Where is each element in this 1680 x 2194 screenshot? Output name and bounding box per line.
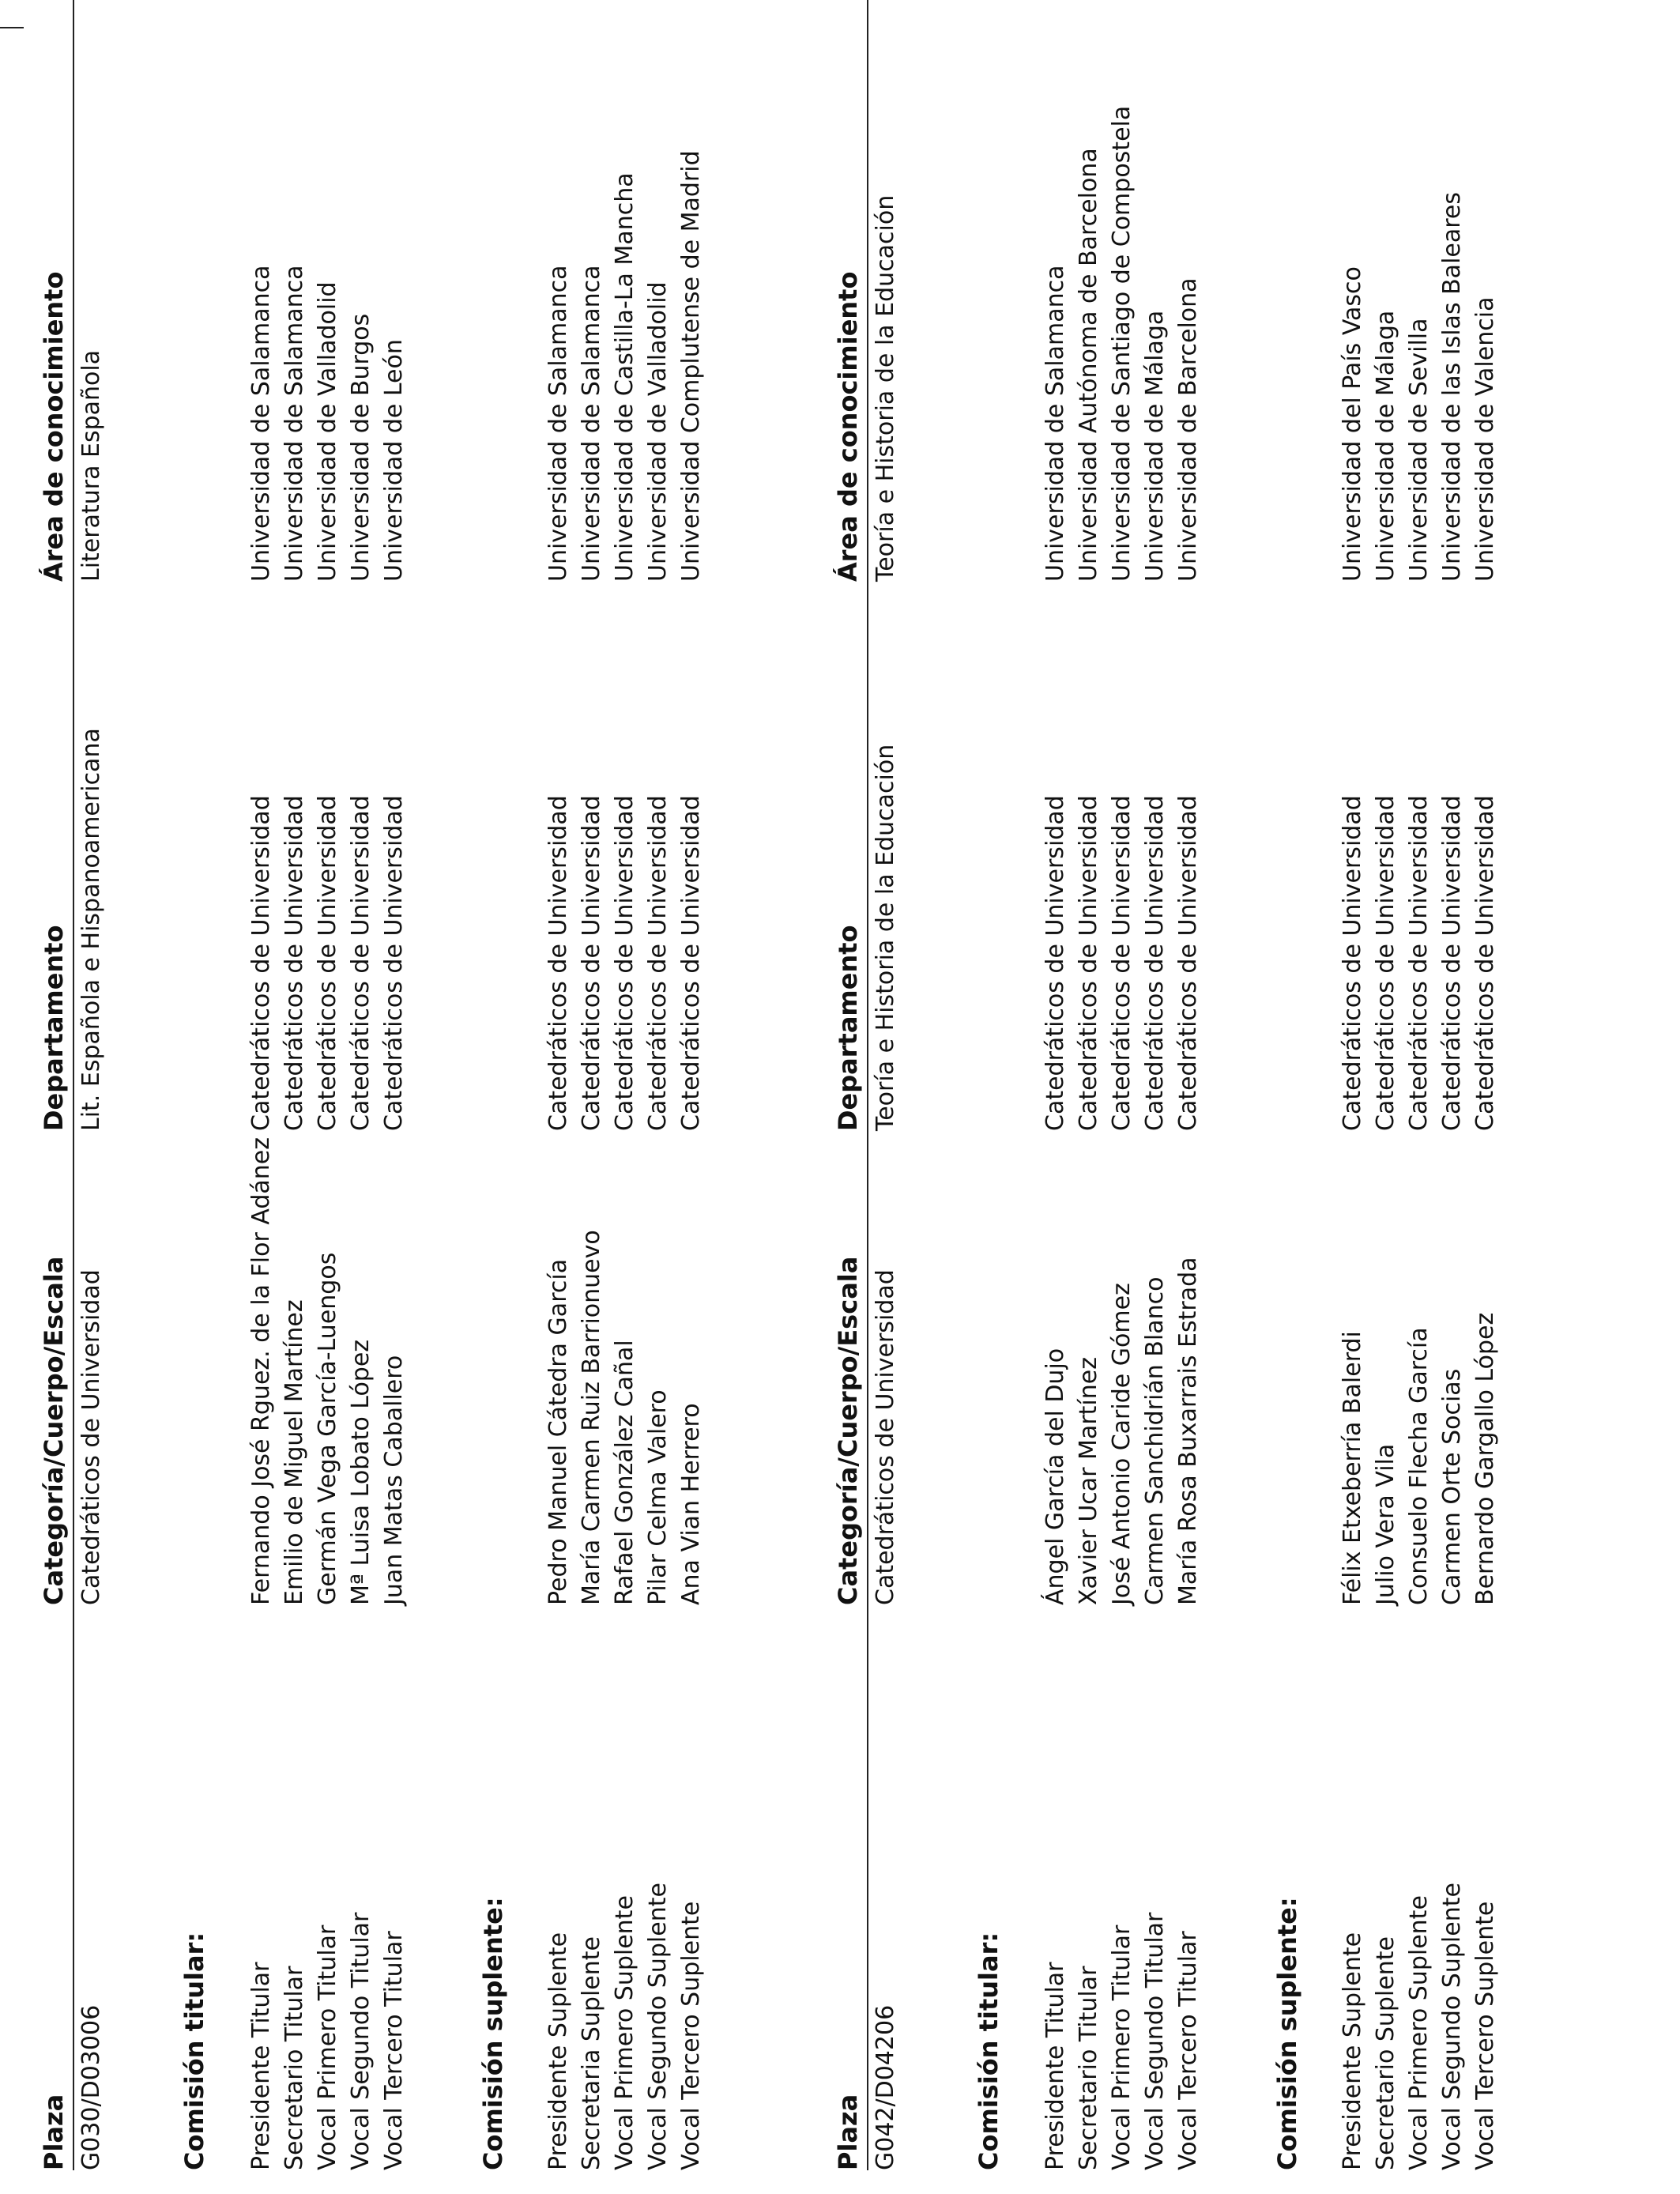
titular-universities-item: Universidad Autónoma de Barcelona (1075, 148, 1102, 582)
suplente-universities-list (1336, 192, 1502, 582)
categoria-header: Categoría/Cuerpo/Escala (833, 1256, 863, 1605)
departamento-header: Departamento (833, 925, 863, 1131)
titular-universities-list (245, 265, 411, 582)
suplente-categories-item: Catedráticos de Universidad (1471, 795, 1499, 1131)
suplente-roles-item: Secretaria Suplente (578, 1936, 605, 2170)
plaza-area: Literatura Española (77, 349, 105, 582)
titular-universities-list (1039, 106, 1205, 582)
suplente-names-list (1336, 1313, 1502, 1605)
titular-roles-list (245, 1913, 411, 2170)
titular-universities-item: Universidad de Barcelona (1174, 277, 1202, 582)
suplente-names-list (542, 1230, 708, 1605)
suplente-names-item: María Carmen Ruiz Barrionuevo (578, 1230, 605, 1605)
suplente-roles-list (542, 1883, 708, 2170)
suplente-categories-item: Catedráticos de Universidad (578, 795, 605, 1131)
suplente-roles-item: Vocal Tercero Suplente (1471, 1901, 1499, 2170)
titular-names-list (1039, 1257, 1205, 1605)
suplente-categories-list (1336, 795, 1502, 1131)
titular-names-item: Emilio de Miguel Martínez (281, 1299, 308, 1605)
titular-categories-item: Catedráticos de Universidad (247, 795, 275, 1131)
suplente-names-item: Pedro Manuel Cátedra García (544, 1258, 572, 1605)
suplente-roles-item: Presidente Suplente (544, 1932, 572, 2170)
suplente-names-item: Julio Vera Vila (1372, 1443, 1399, 1605)
titular-roles-item: Vocal Segundo Titular (1141, 1912, 1169, 2170)
titular-categories-item: Catedráticos de Universidad (1141, 795, 1169, 1131)
titular-categories-item: Catedráticos de Universidad (347, 795, 375, 1131)
suplente-categories-list (542, 795, 708, 1131)
plaza-header: Plaza (833, 2094, 863, 2170)
suplente-categories-item: Catedráticos de Universidad (677, 795, 705, 1131)
suplente-names-item: Pilar Celma Valero (644, 1389, 672, 1605)
comision-suplente-heading: Comisión suplente: (1272, 1897, 1302, 2170)
titular-roles-item: Vocal Primero Titular (314, 1924, 341, 2170)
suplente-names-item: Bernardo Gargallo López (1471, 1312, 1499, 1605)
titular-roles-item: Presidente Titular (1042, 1962, 1069, 2170)
plaza-code: G030/D03006 (77, 2004, 105, 2170)
suplente-universities-item: Universidad del País Vasco (1339, 266, 1366, 582)
plaza-area: Teoría e Historia de la Educación (872, 194, 899, 582)
suplente-universities-item: Universidad de Castilla-La Mancha (611, 172, 638, 582)
suplente-categories-item: Catedráticos de Universidad (1405, 795, 1433, 1131)
suplente-universities-item: Universidad de Valladolid (644, 281, 672, 582)
suplente-categories-item: Catedráticos de Universidad (1339, 795, 1366, 1131)
titular-categories-item: Catedráticos de Universidad (380, 795, 408, 1131)
suplente-categories-item: Catedráticos de Universidad (1438, 795, 1466, 1131)
top-margin-mark (0, 27, 24, 28)
suplente-names-item: Carmen Orte Socias (1438, 1368, 1466, 1605)
titular-universities-item: Universidad de Santiago de Compostela (1108, 105, 1136, 582)
suplente-universities-item: Universidad de Salamanca (578, 265, 605, 582)
titular-names-item: Xavier Ucar Martínez (1075, 1357, 1102, 1605)
suplente-roles-item: Vocal Tercero Suplente (677, 1901, 705, 2170)
titular-roles-item: Presidente Titular (247, 1962, 275, 2170)
titular-categories-list (1039, 795, 1205, 1131)
titular-names-item: José Antonio Caride Gómez (1108, 1283, 1136, 1605)
suplente-categories-item: Catedráticos de Universidad (1372, 795, 1399, 1131)
plaza-categoria: Catedráticos de Universidad (77, 1269, 105, 1605)
suplente-roles-item: Vocal Segundo Suplente (644, 1883, 672, 2170)
titular-names-item: Mª Luisa Lobato López (347, 1339, 375, 1605)
titular-categories-item: Catedráticos de Universidad (1174, 795, 1202, 1131)
suplente-names-item: Rafael González Cañal (611, 1340, 638, 1605)
comision-titular-heading: Comisión titular: (179, 1932, 209, 2170)
titular-names-item: Ángel García del Dujo (1042, 1348, 1069, 1605)
area-header: Área de conocimiento (39, 271, 69, 582)
titular-universities-item: Universidad de Málaga (1141, 310, 1169, 582)
titular-roles-list (1039, 1913, 1205, 2170)
titular-universities-item: Universidad de Salamanca (281, 265, 308, 582)
plaza-departamento: Teoría e Historia de la Educación (872, 744, 899, 1131)
suplente-roles-item: Secretario Suplente (1372, 1936, 1399, 2170)
titular-universities-item: Universidad de Salamanca (247, 265, 275, 582)
titular-categories-item: Catedráticos de Universidad (1108, 795, 1136, 1131)
titular-categories-item: Catedráticos de Universidad (281, 795, 308, 1131)
suplente-roles-item: Vocal Segundo Suplente (1438, 1883, 1466, 2170)
titular-categories-item: Catedráticos de Universidad (1075, 795, 1102, 1131)
titular-names-item: Juan Matas Caballero (380, 1355, 408, 1605)
suplente-universities-item: Universidad de Málaga (1372, 310, 1399, 582)
suplente-universities-item: Universidad de Salamanca (544, 265, 572, 582)
titular-names-item: Germán Vega García-Luengos (314, 1252, 341, 1605)
titular-universities-item: Universidad de Salamanca (1042, 265, 1069, 582)
suplente-universities-item: Universidad de las Islas Baleares (1438, 191, 1466, 582)
area-header: Área de conocimiento (833, 271, 863, 582)
suplente-names-item: Consuelo Flecha García (1405, 1327, 1433, 1605)
plaza-categoria: Catedráticos de Universidad (872, 1269, 899, 1605)
comision-titular-heading: Comisión titular: (974, 1932, 1004, 2170)
suplente-roles-item: Vocal Primero Suplente (1405, 1895, 1433, 2170)
titular-roles-item: Secretario Titular (1075, 1966, 1102, 2170)
suplente-universities-item: Universidad de Valencia (1471, 296, 1499, 582)
titular-names-item: María Rosa Buxarrais Estrada (1174, 1257, 1202, 1605)
titular-categories-list (245, 795, 411, 1131)
suplente-universities-list (542, 150, 708, 582)
titular-roles-item: Vocal Segundo Titular (347, 1912, 375, 2170)
departamento-header: Departamento (39, 925, 69, 1131)
suplente-categories-item: Catedráticos de Universidad (611, 795, 638, 1131)
suplente-categories-item: Catedráticos de Universidad (544, 795, 572, 1131)
titular-universities-item: Universidad de León (380, 339, 408, 582)
suplente-names-item: Ana Vian Herrero (677, 1403, 705, 1605)
titular-categories-item: Catedráticos de Universidad (1042, 795, 1069, 1131)
titular-roles-item: Vocal Tercero Titular (1174, 1931, 1202, 2170)
suplente-roles-item: Vocal Primero Suplente (611, 1895, 638, 2170)
titular-universities-item: Universidad de Burgos (347, 313, 375, 582)
titular-roles-item: Secretario Titular (281, 1966, 308, 2170)
header-rule (73, 0, 74, 2170)
titular-names-item: Fernando José Rguez. de la Flor Adánez (247, 1137, 275, 1605)
suplente-roles-list (1336, 1883, 1502, 2170)
titular-universities-item: Universidad de Valladolid (314, 281, 341, 582)
suplente-universities-item: Universidad Complutense de Madrid (677, 150, 705, 582)
categoria-header: Categoría/Cuerpo/Escala (39, 1256, 69, 1605)
plaza-code: G042/D04206 (872, 2004, 899, 2170)
suplente-categories-item: Catedráticos de Universidad (644, 795, 672, 1131)
titular-categories-item: Catedráticos de Universidad (314, 795, 341, 1131)
titular-names-item: Carmen Sanchidrián Blanco (1141, 1276, 1169, 1605)
titular-roles-item: Vocal Tercero Titular (380, 1931, 408, 2170)
titular-names-list (245, 1137, 411, 1605)
header-rule (867, 0, 868, 2170)
suplente-roles-item: Presidente Suplente (1339, 1932, 1366, 2170)
plaza-departamento: Lit. Española e Hispanoamericana (77, 728, 105, 1131)
comision-suplente-heading: Comisión suplente: (478, 1897, 508, 2170)
suplente-universities-item: Universidad de Sevilla (1405, 318, 1433, 582)
titular-roles-item: Vocal Primero Titular (1108, 1924, 1136, 2170)
suplente-names-item: Félix Etxeberría Balerdi (1339, 1331, 1366, 1605)
plaza-header: Plaza (39, 2094, 69, 2170)
